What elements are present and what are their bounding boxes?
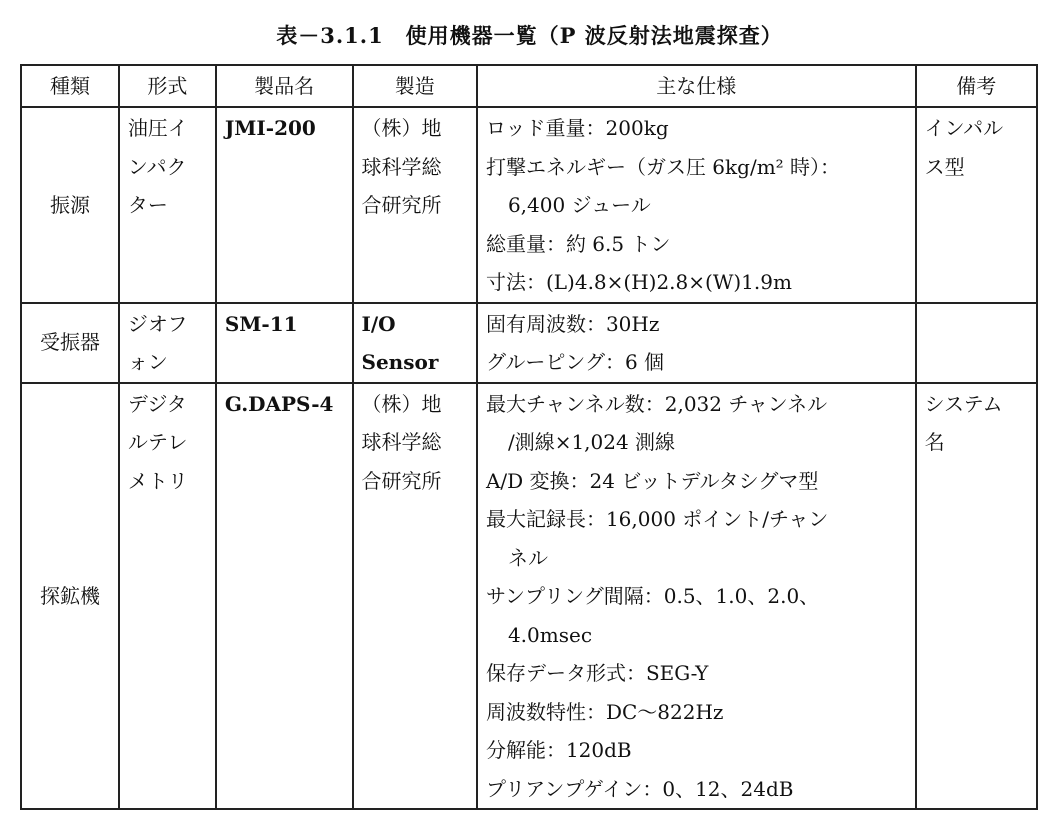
cell-kind: 受振器: [21, 303, 119, 383]
header-row: [21, 65, 1037, 107]
spec-line: プリアンプゲイン：0、12、24dB: [485, 776, 794, 801]
header-specs: 主な仕様: [477, 65, 916, 107]
cell-notes: [916, 107, 1037, 303]
cell-specs: [477, 303, 916, 383]
cell-maker: [353, 303, 477, 383]
note-line: インパル: [924, 116, 1004, 140]
form-line: 油圧イ: [127, 116, 188, 140]
equipment-table: [20, 64, 1038, 810]
cell-specs: [477, 383, 916, 810]
spec-line: 最大チャンネル数：2,032 チャンネル: [485, 391, 828, 416]
form-line: ジオフ: [127, 311, 188, 336]
spec-line: /測線×1,024 測線: [507, 430, 676, 454]
header-maker: 製造: [353, 65, 477, 107]
header-form: 形式: [119, 65, 216, 107]
form-line: ンパク: [127, 154, 187, 179]
spec-line: 6,400 ジュール: [507, 193, 651, 217]
spec-line: 4.0msec: [507, 622, 593, 647]
form-line: ルテレ: [127, 430, 188, 454]
product-name: G.DAPS-4: [224, 391, 334, 416]
form-line: デジタ: [127, 391, 187, 416]
spec-line: 分解能：120dB: [485, 738, 632, 762]
spec-line: 総重量：約 6.5 トン: [485, 231, 671, 256]
cell-product: [216, 383, 353, 810]
cell-kind: 振源: [21, 107, 119, 303]
maker-line: 合研究所: [361, 193, 442, 217]
cell-kind: 探鉱機: [21, 383, 119, 810]
note-line: 名: [924, 430, 945, 454]
spec-line: 最大記録長：16,000 ポイント/チャン: [485, 507, 829, 531]
form-line: メトリ: [127, 468, 188, 493]
header-product: 製品名: [216, 65, 353, 107]
cell-product: [216, 107, 353, 303]
table-caption: 表－3.1.1 使用機器一覧（P 波反射法地震探査）: [276, 23, 783, 48]
spec-line: 打撃エネルギー（ガス圧 6kg/m² 時）：: [485, 154, 841, 179]
maker-line: （株）地: [361, 116, 442, 140]
spec-line: ロッド重量：200kg: [485, 116, 669, 140]
form-line: ター: [127, 193, 168, 217]
cell-product: [216, 303, 353, 383]
table-row: [21, 107, 1037, 303]
maker-line: 合研究所: [361, 468, 442, 493]
cell-notes: [916, 383, 1037, 810]
cell-notes: [916, 303, 1037, 383]
spec-line: ネル: [507, 545, 548, 570]
maker-line: 球科学総: [361, 154, 442, 179]
form-line: ォン: [127, 350, 168, 374]
spec-line: グルーピング：6 個: [485, 350, 665, 374]
spec-line: A/D 変換：24 ビットデルタシグマ型: [485, 468, 819, 493]
note-line: ス型: [924, 154, 965, 179]
product-name: JMI-200: [224, 116, 316, 140]
cell-specs: [477, 107, 916, 303]
product-name: SM-11: [224, 311, 298, 336]
cell-form: [119, 107, 216, 303]
maker-line: Sensor: [361, 350, 439, 374]
table-row: [21, 303, 1037, 383]
maker-line: 球科学総: [361, 430, 442, 454]
spec-line: サンプリング間隔：0.5、1.0、2.0、: [485, 584, 820, 608]
maker-line: （株）地: [361, 391, 442, 416]
cell-maker: [353, 107, 477, 303]
cell-form: [119, 303, 216, 383]
spec-line: 固有周波数：30Hz: [485, 311, 660, 336]
header-notes: 備考: [916, 65, 1037, 107]
header-kind: 種類: [21, 65, 119, 107]
spec-line: 周波数特性：DC～822Hz: [485, 699, 724, 724]
cell-form: [119, 383, 216, 810]
maker-line: I/O: [361, 311, 396, 336]
note-line: システム: [924, 391, 1003, 416]
table-row: [21, 383, 1037, 810]
spec-line: 保存データ形式：SEG-Y: [485, 661, 709, 685]
cell-maker: [353, 383, 477, 810]
spec-line: 寸法：(L)4.8×(H)2.8×(W)1.9m: [485, 270, 792, 294]
